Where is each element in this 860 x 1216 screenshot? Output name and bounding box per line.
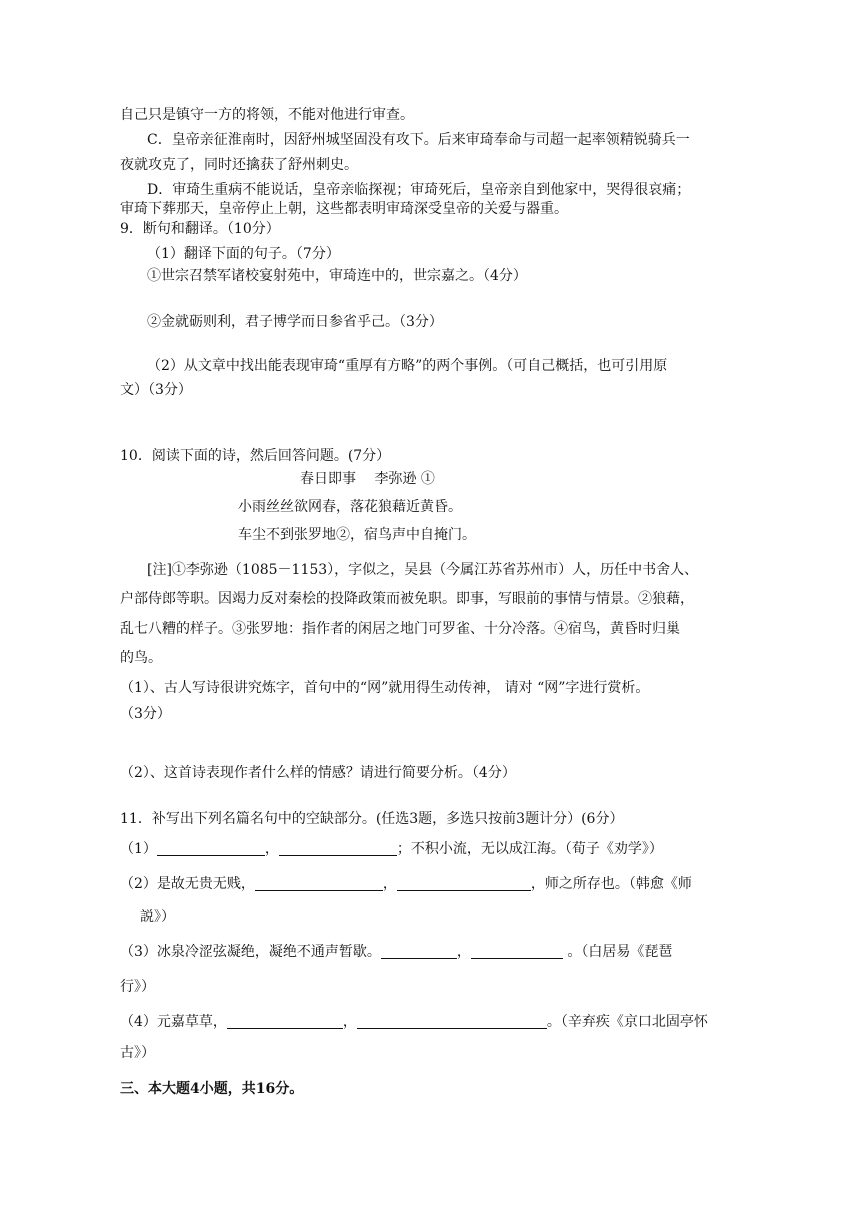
poem-line-2: 车尘不到张罗地②，宿鸟声中自掩门。	[238, 527, 476, 543]
question-9-heading: 9．断句和翻译。（10分）	[120, 221, 280, 237]
poem-note: [注]①李弥逊（1085－1153），字似之，吴县（今属江苏省苏州市）人，历任中书舍人、	[147, 562, 699, 578]
answer-blank[interactable]	[357, 1014, 547, 1029]
fill-blank-text: ，师之所存也。（韩愈《师	[530, 876, 692, 892]
poem-title: 春日即事 李弥逊 ①	[300, 471, 435, 487]
answer-blank[interactable]	[227, 1014, 343, 1029]
fill-blank-text: （3）冰泉冷涩弦凝绝，凝绝不通声暂歇。	[120, 944, 381, 960]
fill-blank-text: （2）是故无贵无贱，	[120, 876, 255, 892]
answer-blank[interactable]	[255, 876, 383, 891]
text-line: （3分）	[120, 706, 171, 722]
fill-blank-text: ，	[456, 944, 471, 960]
question-9-part-1: （1）翻译下面的句子。（7分）	[147, 246, 340, 262]
fill-blank-3	[120, 943, 672, 961]
answer-blank[interactable]	[471, 944, 563, 959]
translate-sentence-2: ②金就砺则利，君子博学而日参省乎己。（3分）	[147, 314, 443, 330]
text-line: 説》）	[140, 909, 175, 925]
poem-line-1: 小雨丝丝欲网春，落花狼藉近黄昏。	[238, 499, 462, 515]
text-line: 古》）	[120, 1045, 155, 1061]
text-line: 自己只是镇守一方的将领，不能对他进行审查。	[120, 107, 414, 123]
text-line: 文）（3分）	[120, 382, 192, 398]
fill-blank-text: ，	[342, 1014, 357, 1030]
fill-blank-text: 。（辛弃疾《京口北固亭怀	[546, 1014, 708, 1030]
section-3-heading: 三、本大题4小题，共16分。	[120, 1081, 304, 1097]
answer-blank[interactable]	[381, 944, 457, 959]
question-10-part-1: （1）、古人写诗很讲究炼字，首句中的“网”就用得生动传神， 请对 “网”字进行赏析。	[120, 680, 650, 696]
fill-blank-text: （1）	[120, 841, 157, 857]
answer-blank[interactable]	[397, 876, 531, 891]
question-10-part-2: （2）、这首诗表现作者什么样的情感？请进行简要分析。（4分）	[120, 765, 516, 781]
fill-blank-4	[120, 1013, 708, 1031]
option-d-line: D．审琦生重病不能说话，皇帝亲临探视；审琦死后，皇帝亲自到他家中，哭得很哀痛；	[147, 182, 691, 198]
fill-blank-2	[120, 875, 692, 893]
answer-blank[interactable]	[157, 841, 265, 856]
option-c-line: C．皇帝亲征淮南时，因舒州城坚固没有攻下。后来审琦奉命与司超一起率领精锐骑兵一	[147, 132, 690, 148]
poem-note-cont: 乱七八糟的样子。③张罗地：指作者的闲居之地门可罗雀、十分冷落。④宿鸟，黄昏时归巢	[120, 621, 680, 637]
fill-blank-text: ；不积小流，无以成江海。（荀子《劝学》）	[396, 841, 663, 857]
text-line: 审琦下葬那天，皇帝停止上朝，这些都表明审琦深受皇帝的关爱与器重。	[120, 201, 568, 217]
poem-note-cont: 户部侍郎等职。因竭力反对秦桧的投降政策而被免职。即事，写眼前的事情与情景。②狼藉，	[120, 591, 694, 607]
question-11-heading: 11．补写出下列名篇名句中的空缺部分。(任选3题，多选只按前3题计分）(6分）	[120, 811, 624, 827]
poem-note-cont: 的鸟。	[120, 650, 162, 666]
fill-blank-text: （4）元嘉草草，	[120, 1014, 227, 1030]
text-line: 夜就攻克了，同时还擒获了舒州刺史。	[120, 157, 358, 173]
answer-blank[interactable]	[279, 841, 397, 856]
fill-blank-1	[120, 840, 663, 858]
question-10-heading: 10．阅读下面的诗，然后回答问题。(7分）	[120, 448, 391, 464]
question-9-part-2: （2）从文章中找出能表现审琦“重厚有方略”的两个事例。（可自己概括，也可引用原	[147, 358, 668, 374]
fill-blank-text: 。（白居易《琵琶	[562, 944, 673, 960]
text-line: 行》）	[120, 979, 155, 995]
fill-blank-text: ，	[264, 841, 279, 857]
translate-sentence-1: ①世宗召禁军诸校宴射苑中，审琦连中的，世宗嘉之。（4分）	[147, 268, 527, 284]
fill-blank-text: ，	[382, 876, 397, 892]
